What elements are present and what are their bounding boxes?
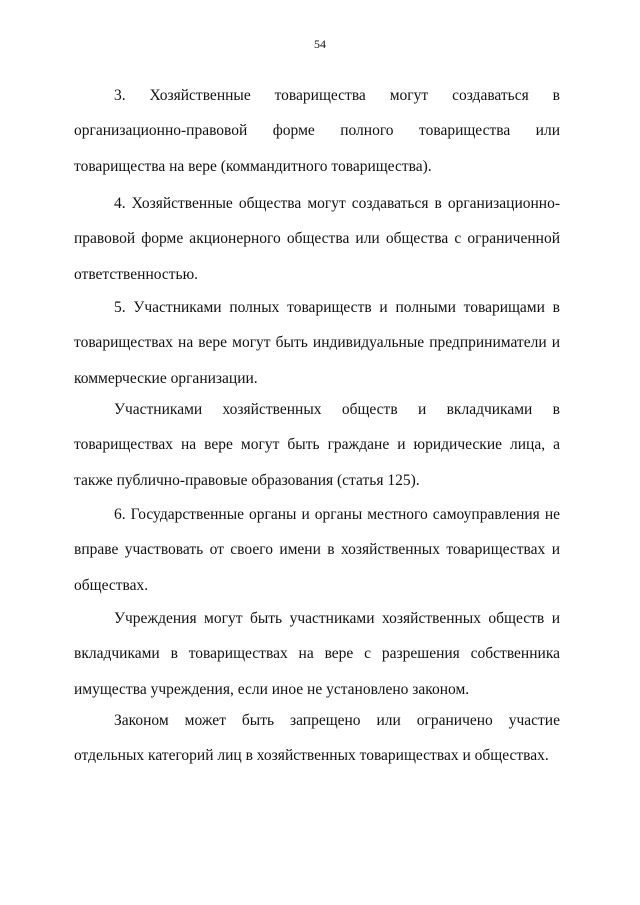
paragraph-3: 3. Хозяйственные товарищества могут создаваться в организационно-правовой форме полного товарищества или товарищества на вере (коммандитного товарищества). <box>74 86 560 175</box>
page-number: 54 <box>314 37 326 51</box>
paragraph-participants: Участниками хозяйственных обществ и вкладчиками в товариществах на вере могут быть граждане и юридические лица, а также публично-правовые образования (статья 125). <box>74 400 560 489</box>
paragraph-5: 5. Участниками полных товариществ и полными товарищами в товариществах на вере могут быть индивидуальные предприниматели и коммерческие организации. <box>74 298 560 387</box>
paragraph-law-restriction: Законом может быть запрещено или ограничено участие отдельных категорий лиц в хозяйственных товариществах и обществах. <box>74 711 560 764</box>
paragraph-4: 4. Хозяйственные общества могут создаваться в организационно-правовой форме акционерного общества или общества с ограниченной ответственностью. <box>74 194 560 283</box>
paragraph-6: 6. Государственные органы и органы местного самоуправления не вправе участвовать от своего имени в хозяйственных товариществах и обществах. <box>74 505 560 594</box>
paragraph-institutions: Учреждения могут быть участниками хозяйственных обществ и вкладчиками в товариществах на вере с разрешения собственника имущества учреждения, если иное не установлено законом. <box>74 609 560 698</box>
